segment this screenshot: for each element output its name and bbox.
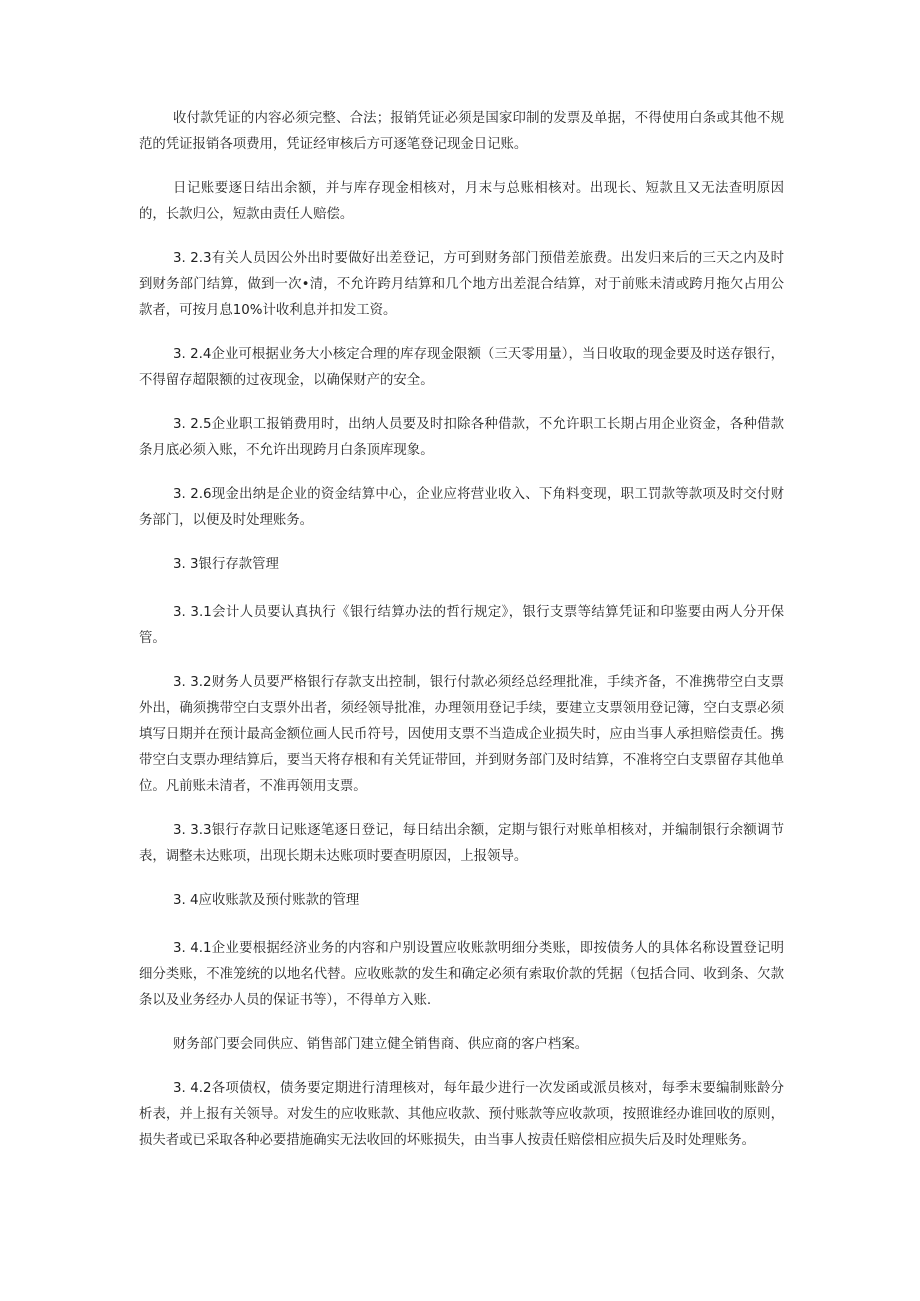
- paragraph-3-4-2: 3. 4.2各项债权，债务要定期进行清理核对，每年最少进行一次发函或派员核对，每季末要编制账龄分析表，并上报有关领导。对发生的应收账款、其他应收款、预付账款等应收款项，按照谁经办谁回收的原则，损失者或已采取各种必要措施确实无法收回的坏账损失，由当事人按责任赔偿相应损失后及时处理账务。: [139, 1081, 784, 1148]
- paragraph-3-3-1: 3. 3.1会计人员要认真执行《银行结算办法的哲行规定》，银行支票等结算凭证和印鉴要由两人分开保管。: [139, 605, 784, 646]
- paragraph-3-2-4: 3. 2.4企业可根据业务大小核定合理的库存现金限额（三天零用量），当日收取的现金要及时送存银行，不得留存超限额的过夜现金，以确保财产的安全。: [139, 347, 784, 388]
- paragraph-3-2-5: 3. 2.5企业职工报销费用时，出纳人员要及时扣除各种借款，不允许职工长期占用企业资金，各种借款条月底必须入账，不允许出现跨月白条顶库现象。: [139, 417, 784, 458]
- paragraph-voucher-content: 收付款凭证的内容必须完整、合法；报销凭证必须是国家印制的发票及单据，不得使用白条或其他不规范的凭证报销各项费用，凭证经审核后方可逐笔登记现金日记账。: [139, 111, 784, 152]
- section-heading-3-4: 3. 4应收账款及预付账款的管理: [173, 893, 360, 908]
- paragraph-3-2-6: 3. 2.6现金出纳是企业的资金结算中心，企业应将营业收入、下角料变现，职工罚款等款项及时交付财务部门，以便及时处理账务。: [139, 487, 784, 528]
- section-heading-3-3: 3. 3银行存款管理: [173, 557, 279, 572]
- paragraph-3-3-2: 3. 3.2财务人员要严格银行存款支出控制，银行付款必须经总经理批准，手续齐备，不准携带空白支票外出，确须携带空白支票外出者，须经领导批准，办理领用登记手续，要建立支票领用登记簿，空白支票必须填写日期并在预计最高金额位画人民币符号，因使用支票不当造成企业损失时，应由当事人承担赔偿责任。携带空白支票办理结算后，要当天将存根和有关凭证带回，并到财务部门及时结算，不准将空白支票留存其他单位。凡前账未清者，不准再领用支票。: [139, 675, 784, 794]
- document-body: [139, 106, 784, 1172]
- paragraph-3-4-1: 3. 4.1企业要根据经济业务的内容和户别设置应收账款明细分类账，即按债务人的具体名称设置登记明细分类账，不准笼统的以地名代替。应收账款的发生和确定必须有索取价款的凭据（包括合同、收到条、欠款条以及业务经办人员的保证书等），不得单方入账.: [139, 941, 784, 1008]
- paragraph-3-2-3: 3. 2.3有关人员因公外出时要做好出差登记，方可到财务部门预借差旅费。出发归来后的三天之内及时到财务部门结算，做到一次•清，不允许跨月结算和几个地方出差混合结算，对于前账未清或跨月拖欠占用公款者，可按月息10%计收利息并扣发工资。: [139, 251, 784, 318]
- paragraph-customer-files: 财务部门要会同供应、销售部门建立健全销售商、供应商的客户档案。: [173, 1037, 589, 1052]
- paragraph-daily-journal: 日记账要逐日结出余额，并与库存现金相核对，月末与总账相核对。出现长、短款且又无法查明原因的，长款归公，短款由责任人赔偿。: [139, 181, 784, 222]
- paragraph-3-3-3: 3. 3.3银行存款日记账逐笔逐日登记，每日结出余额，定期与银行对账单相核对，并编制银行余额调节表，调整未达账项，出现长期未达账项时要查明原因，上报领导。: [139, 823, 784, 864]
